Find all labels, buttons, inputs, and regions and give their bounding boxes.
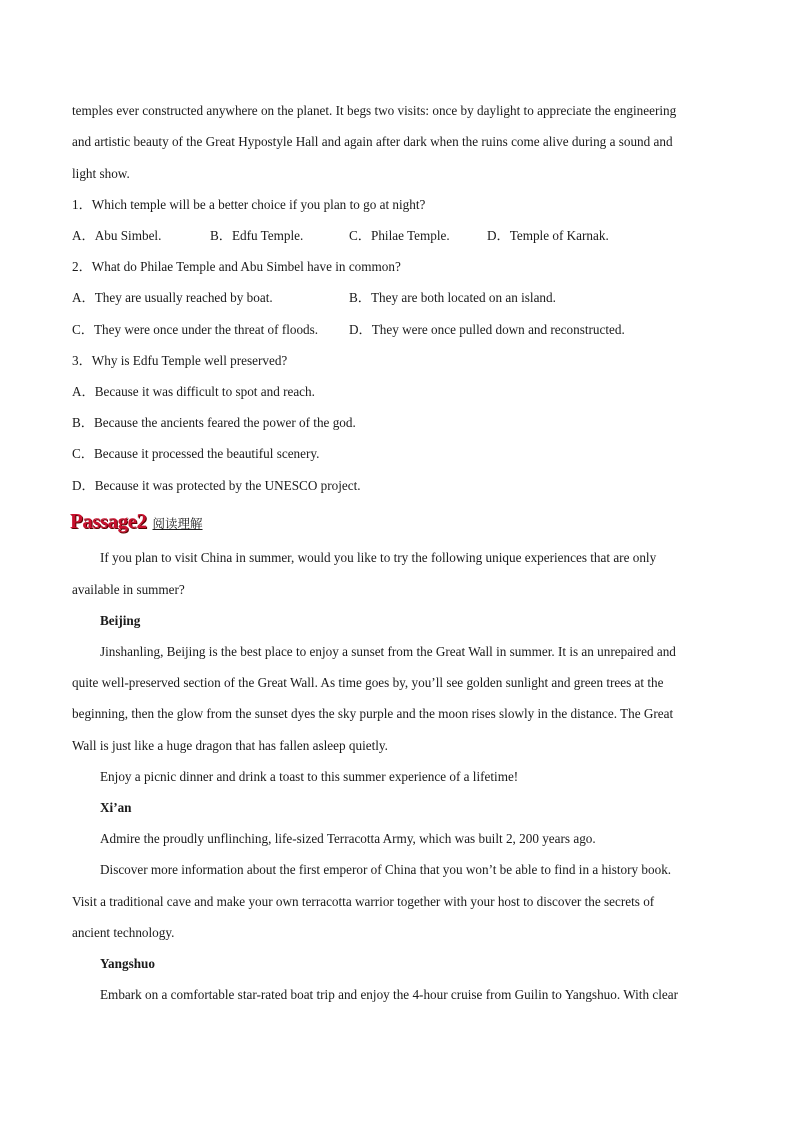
question-3-option-b: B．Because the ancients feared the power of the god. xyxy=(72,415,356,430)
question-2-option-c: C．They were once under the threat of floods. xyxy=(72,322,319,337)
question-2-option-d: D．They were once pulled down and reconstructed. xyxy=(349,322,625,337)
yangshuo-paragraph-line: Embark on a comfortable star-rated boat trip and enjoy the 4-hour cruise from Guilin to Yangshuo. With clear xyxy=(100,987,678,1002)
question-1-option-d: D．Temple of Karnak. xyxy=(487,228,609,243)
beijing-paragraph-line: Enjoy a picnic dinner and drink a toast to this summer experience of a lifetime! xyxy=(100,769,519,784)
question-2-stem: 2．What do Philae Temple and Abu Simbel have in common? xyxy=(72,259,401,274)
passage1-line: temples ever constructed anywhere on the planet. It begs two visits: once by daylight to appreciate the engineering xyxy=(72,103,677,118)
question-2-options-row1 xyxy=(72,290,722,306)
beijing-paragraph-line: beginning, then the glow from the sunset dyes the sky purple and the moon rises slowly in the distance. The Great xyxy=(72,706,674,721)
passage2-subtitle: 阅读理解 xyxy=(152,516,203,531)
passage1-line: light show. xyxy=(72,166,130,181)
beijing-paragraph-line: quite well-preserved section of the Great Wall. As time goes by, you’ll see golden sunlight and green trees at the xyxy=(72,675,664,690)
question-3-option-d: D．Because it was protected by the UNESCO project. xyxy=(72,478,361,493)
question-3-option-c: C．Because it processed the beautiful scenery. xyxy=(72,446,320,461)
question-3-stem: 3．Why is Edfu Temple well preserved? xyxy=(72,353,288,368)
section-heading-xian: Xi’an xyxy=(100,800,132,815)
xian-paragraph-line: Admire the proudly unflinching, life-sized Terracotta Army, which was built 2, 200 years ago. xyxy=(100,831,596,846)
section-heading-yangshuo: Yangshuo xyxy=(100,956,155,971)
question-1-options xyxy=(72,228,722,244)
question-3-option-a: A．Because it was difficult to spot and reach. xyxy=(72,384,315,399)
question-1-option-a: A．Abu Simbel. xyxy=(72,228,162,243)
question-1-stem: 1．Which temple will be a better choice if you plan to go at night? xyxy=(72,197,426,212)
passage2-intro-line: If you plan to visit China in summer, would you like to try the following unique experiences that are only xyxy=(100,550,657,565)
question-2-option-b: B．They are both located on an island. xyxy=(349,290,556,305)
passage2-heading xyxy=(70,509,203,534)
passage2-title: Passage2 xyxy=(70,509,147,533)
question-1-option-b: B．Edfu Temple. xyxy=(210,228,304,243)
xian-paragraph-line: Visit a traditional cave and make your own terracotta warrior together with your host to discover the secrets of xyxy=(72,894,655,909)
passage1-line: and artistic beauty of the Great Hypostyle Hall and again after dark when the ruins come alive during a sound and xyxy=(72,134,673,149)
question-2-options-row2 xyxy=(72,322,722,338)
xian-paragraph-line: ancient technology. xyxy=(72,925,175,940)
section-heading-beijing: Beijing xyxy=(100,613,141,628)
passage2-intro-line: available in summer? xyxy=(72,582,185,597)
question-2-option-a: A．They are usually reached by boat. xyxy=(72,290,273,305)
xian-paragraph-line: Discover more information about the first emperor of China that you won’t be able to find in a history book. xyxy=(100,862,672,877)
beijing-paragraph-line: Jinshanling, Beijing is the best place to enjoy a sunset from the Great Wall in summer. It is an unrepaired and xyxy=(100,644,676,659)
beijing-paragraph-line: Wall is just like a huge dragon that has fallen asleep quietly. xyxy=(72,738,388,753)
question-1-option-c: C．Philae Temple. xyxy=(349,228,450,243)
